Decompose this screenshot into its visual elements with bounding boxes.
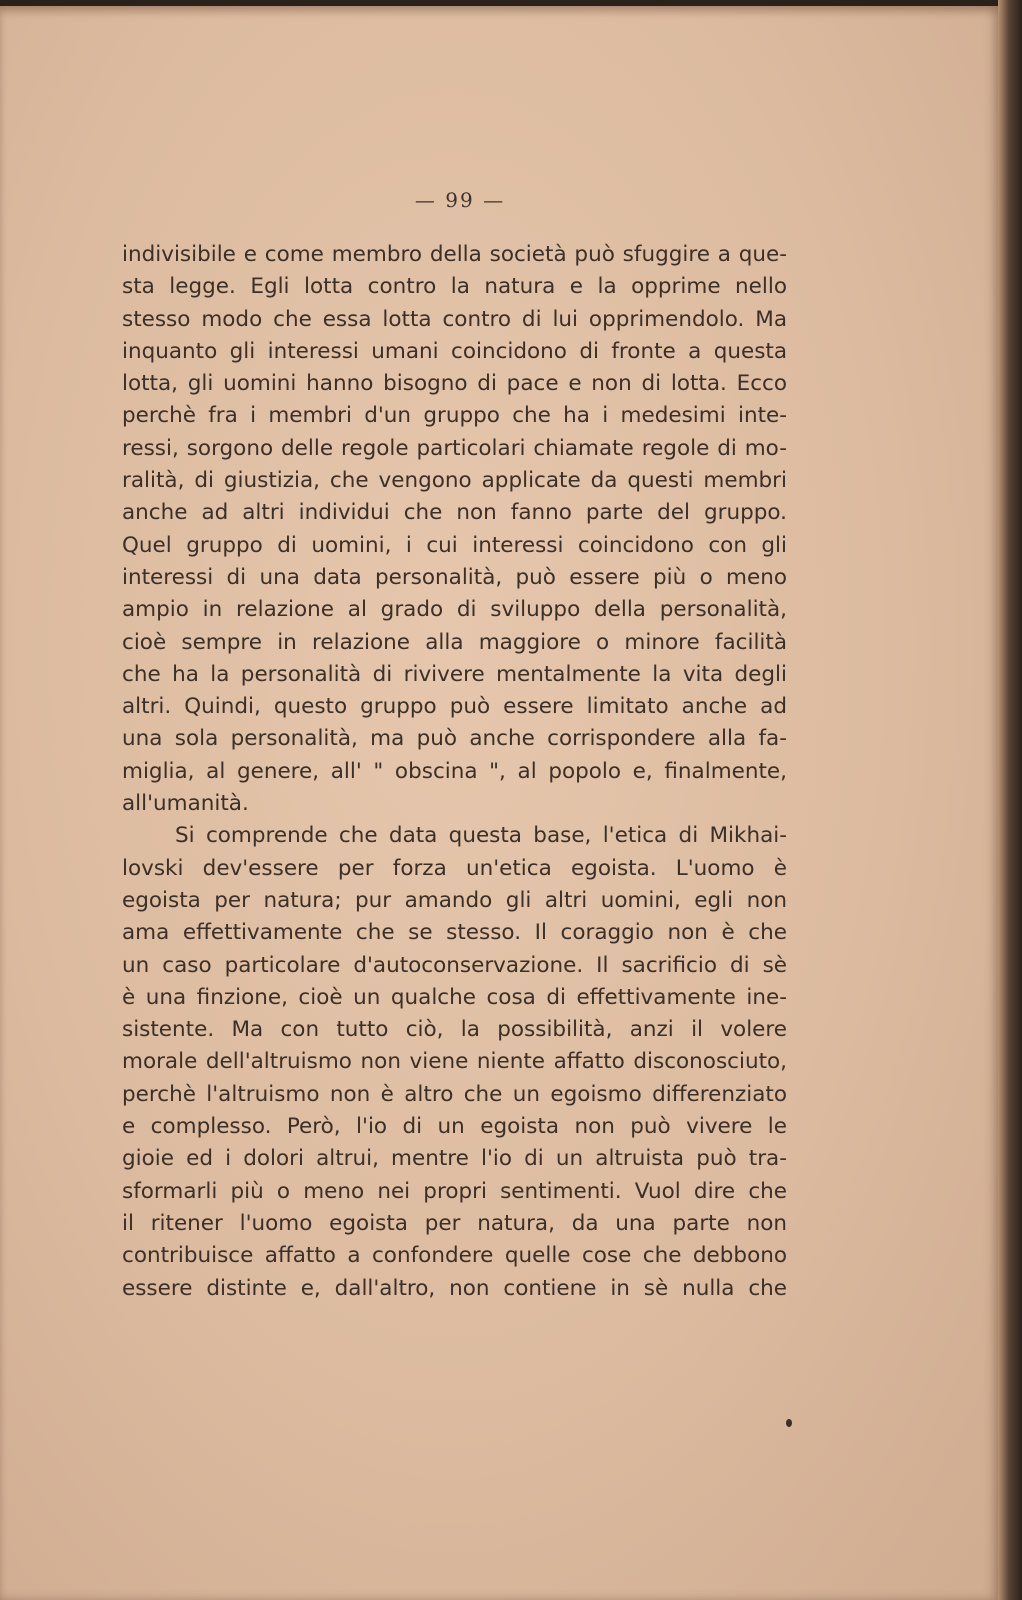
text-line: sta legge. Egli lotta contro la natura e la opprime nello [122,274,787,300]
text-line: e complesso. Però, l'io di un egoista non può vivere le [122,1114,787,1140]
text-line: essere distinte e, dall'altro, non contiene in sè nulla che [122,1275,787,1301]
text-line: cioè sempre in relazione alla maggiore o minore facilità [122,629,787,655]
text-line: Si comprende che data questa base, l'etica di Mikhai- [175,823,787,849]
body-text [122,239,787,1305]
text-line: ralità, di giustizia, che vengono applicate da questi membri [122,468,787,494]
text-line: egoista per natura; pur amando gli altri uomini, egli non [122,887,787,913]
text-line: il ritener l'uomo egoista per natura, da una parte non [122,1210,787,1236]
text-line: ressi, sorgono delle regole particolari chiamate regole di mo- [122,435,787,461]
text-line: perchè l'altruismo non è altro che un egoismo differenziato [122,1081,787,1107]
page-right-edge [998,0,1022,1600]
text-line: stesso modo che essa lotta contro di lui opprimendolo. Ma [122,306,787,332]
text-line: Quel gruppo di uomini, i cui interessi coincidono con gli [122,532,787,558]
text-line: contribuisce affatto a confondere quelle cose che debbono [122,1243,787,1269]
text-line: un caso particolare d'autoconservazione. Il sacrificio di sè [122,952,787,978]
text-line: miglia, al genere, all' " obscina ", al popolo e, finalmente, [122,758,787,784]
text-line: all'umanità. [122,791,249,817]
text-line: che ha la personalità di rivivere mentalmente la vita degli [122,661,787,687]
text-line: sistente. Ma con tutto ciò, la possibilità, anzi il volere [122,1017,787,1043]
text-line: perchè fra i membri d'un gruppo che ha i medesimi inte- [122,403,787,429]
text-line: lovski dev'essere per forza un'etica egoista. L'uomo è [122,855,787,881]
text-line: è una finzione, cioè un qualche cosa di effettivamente ine- [122,984,787,1010]
text-line: lotta, gli uomini hanno bisogno di pace e non di lotta. Ecco [122,371,787,397]
book-page [0,6,1000,1600]
page-number: — 99 — [414,188,506,212]
text-line: una sola personalità, ma può anche corrispondere alla fa- [122,726,787,752]
text-line: gioie ed i dolori altrui, mentre l'io di un altruista può tra- [122,1146,787,1172]
text-line: morale dell'altruismo non viene niente affatto disconosciuto, [122,1049,787,1075]
text-line: altri. Quindi, questo gruppo può essere limitato anche ad [122,694,787,720]
text-line: ama effettivamente che se stesso. Il coraggio non è che [122,920,787,946]
text-line: interessi di una data personalità, può essere più o meno [122,564,787,590]
text-line: anche ad altri individui che non fanno parte del gruppo. [122,500,787,526]
ink-spot [786,1419,792,1427]
text-line: indivisibile e come membro della società può sfuggire a que- [122,242,787,267]
text-line: ampio in relazione al grado di sviluppo della personalità, [122,597,787,623]
text-line: sformarli più o meno nei propri sentimenti. Vuol dire che [122,1178,787,1204]
text-line: inquanto gli interessi umani coincidono di fronte a questa [122,338,787,364]
